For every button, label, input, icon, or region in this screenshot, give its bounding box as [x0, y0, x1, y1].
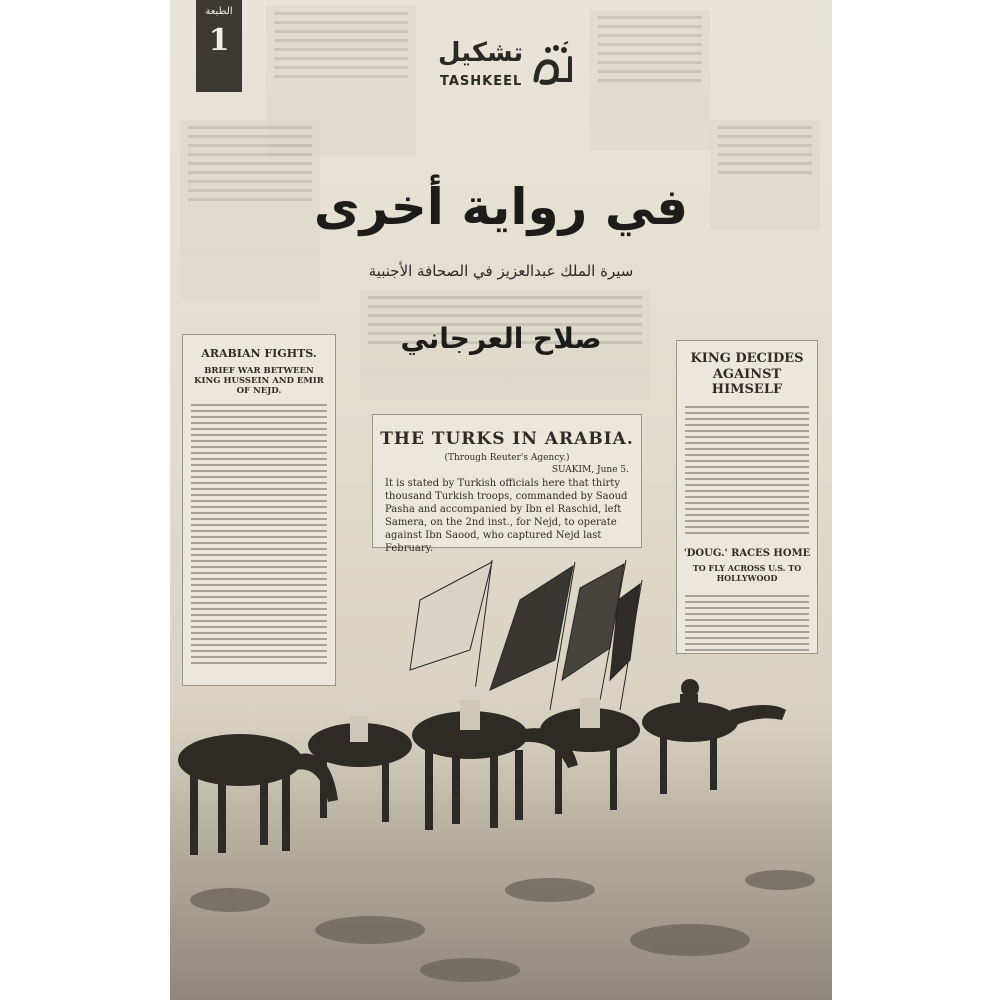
clipping-agency: (Through Reuter's Agency.)	[444, 453, 570, 463]
clipping-heading: KING DECIDES AGAINST HIMSELF	[690, 351, 804, 398]
publisher-logo	[432, 38, 612, 98]
newspaper-clipping-center	[372, 414, 642, 554]
clipping-second-heading: 'DOUG.' RACES HOME	[683, 547, 811, 559]
edition-badge	[196, 0, 242, 92]
book-title: في رواية أخرى	[313, 178, 689, 236]
author-name: صلاح العرجاني	[400, 322, 602, 355]
publisher-name-latin: TASHKEEL	[440, 74, 523, 89]
clipping-heading: THE TURKS IN ARABIA.	[380, 429, 634, 449]
publisher-name-arabic: تشكيل	[438, 38, 524, 68]
book-subtitle: سيرة الملك عبدالعزيز في الصحافة الأجنبية	[368, 262, 634, 280]
clipping-second-subheading: TO FLY ACROSS U.S. TO HOLLYWOOD	[692, 562, 802, 583]
tashkeel-calligraphy-icon	[528, 40, 578, 90]
clipping-body-lines	[677, 398, 817, 542]
clipping-dateline: SUAKIM, June 5.	[551, 465, 629, 475]
clipping-subheading: BRIEF WAR BETWEEN KING HUSSEIN AND EMIR OF NEJD.	[194, 366, 324, 396]
edition-number: 1	[208, 23, 230, 58]
clipping-body: It is stated by Turkish officials here that thirty thousand Turkish troops, commanded by Saoud Pasha and accompanied by Ibn el Raschid, left Samera, on the 2nd inst., for Nejd, to operate against Ibn Saood, who captured Nejd last February.	[385, 478, 628, 554]
book-cover	[170, 0, 832, 1000]
clipping-heading: ARABIAN FIGHTS.	[201, 347, 317, 360]
camel-caravan-photo	[170, 560, 832, 1000]
edition-label: الطبعة	[205, 6, 233, 17]
